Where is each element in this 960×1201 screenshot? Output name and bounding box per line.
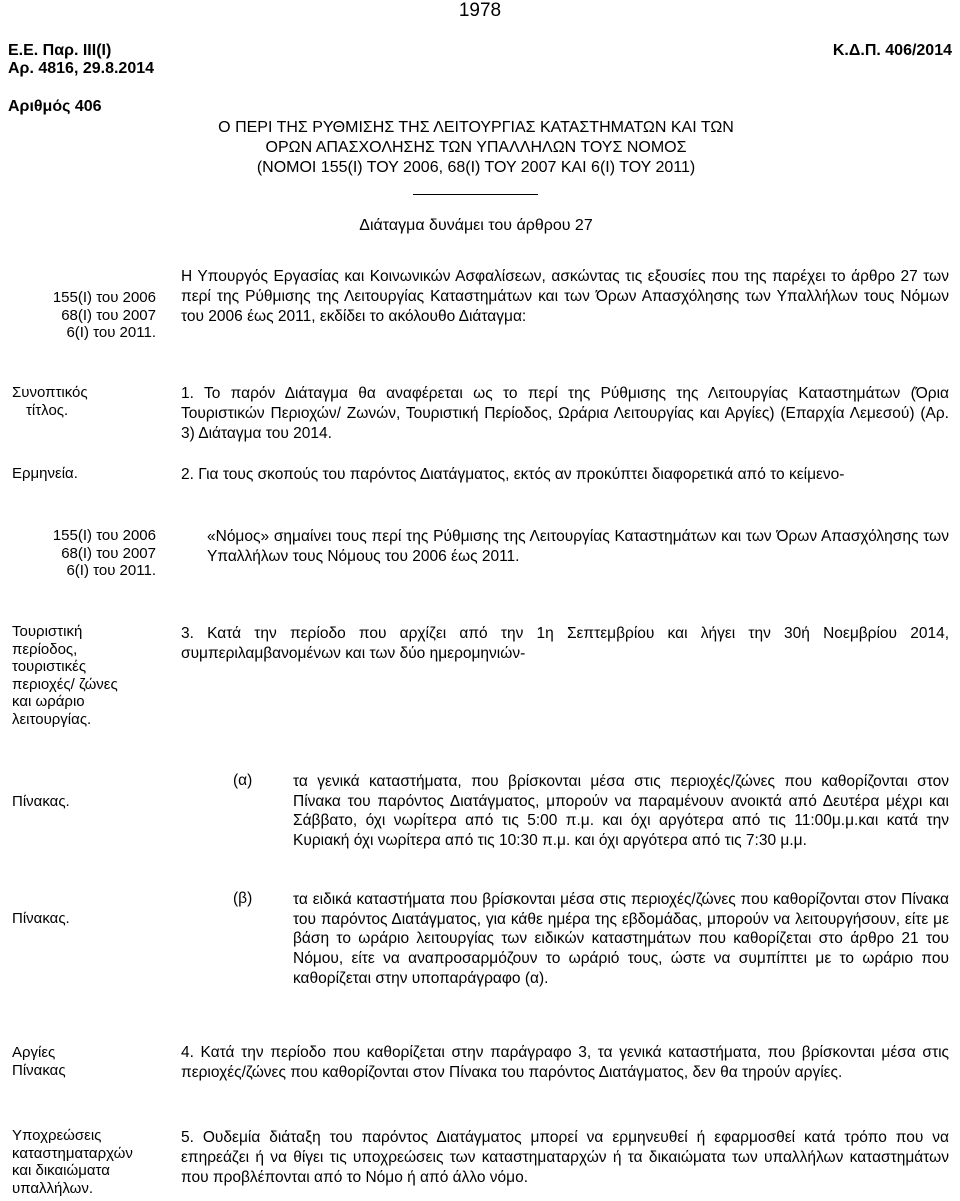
subparagraph-b-label: (β) xyxy=(233,890,253,907)
section-5-obligations: 5. Ουδεμία διάταξη του παρόντος Διατάγματος μπορεί να ερμηνευθεί ή εφαρμοσθεί κατά τρόπο που να επηρεάζει ή να θίγει τις υποχρεώσεις των καταστηματαρχών ή τα δικαιώματα των υπαλλήλων καταστημάτων που προβλέπονται από το Νόμο ή από άλλο νόμο. xyxy=(181,1129,949,1186)
subparagraph-b-text: τα ειδικά καταστήματα που βρίσκονται μέσα στις περιοχές/ζώνες που καθορίζονται στον Πίνακα του παρόντος Διατάγματος, για κάθε ημέρα της εβδομάδας, μπορούν να λειτουργήσουν, είτε με βάση το ωράριο λειτουργίας των ειδικών καταστημάτων που καθορίζεται στο άρθρο 21 του Νόμου, είτε να αναπροσαρμόζουν το ωράριό τους, ώστε να συμπίπτει με το ωράριο που καθορίζεται στην υποπαράγραφο (α). xyxy=(293,891,949,987)
law-title-line: (ΝΟΜΟΙ 155(Ι) ΤΟΥ 2006, 68(Ι) ΤΟΥ 2007 ΚΑΙ 6(Ι) ΤΟΥ 2011) xyxy=(256,159,696,176)
gazette-reference xyxy=(8,42,154,78)
margin-note-line: Αργίες xyxy=(12,1044,56,1061)
subparagraph-a-label: (α) xyxy=(233,772,253,789)
margin-holidays xyxy=(12,1044,66,1079)
margin-note-line: Τουριστική xyxy=(12,623,83,640)
margin-note-line: καταστηματαρχών xyxy=(12,1144,133,1162)
margin-laws-interpretation xyxy=(6,527,156,580)
law-title xyxy=(166,118,786,178)
law-title-line: ΟΡΩΝ ΑΠΑΣΧΟΛΗΣΗΣ ΤΩΝ ΥΠΑΛΛΗΛΩΝ ΤΟΥΣ ΝΟΜΟΣ xyxy=(265,139,687,156)
margin-law-ref: 6(Ι) του 2011. xyxy=(66,324,156,342)
margin-short-title xyxy=(12,384,162,419)
margin-note-line: περιοχές/ ζώνες xyxy=(12,675,118,693)
gazette-issue: Ε.Ε. Παρ. ΙΙΙ(Ι) xyxy=(8,42,112,59)
section-4-holidays: 4. Κατά την περίοδο που καθορίζεται στην παράγραφο 3, τα γενικά καταστήματα, που βρίσκονται μέσα στις περιοχές/ζώνες που καθορίζονται στον Πίνακα του παρόντος Διατάγματος, δεν θα τηρούν αργίες. xyxy=(181,1044,949,1081)
gazette-number-date: Αρ. 4816, 29.8.2014 xyxy=(8,60,155,77)
margin-note-line: λειτουργίας. xyxy=(12,710,92,728)
margin-note-line: τουριστικές xyxy=(12,658,87,676)
margin-note-line: και δικαιώματα xyxy=(12,1162,110,1180)
margin-note-line: και ωράριο xyxy=(12,693,85,711)
margin-law-ref: 68(Ι) του 2007 xyxy=(61,544,156,562)
law-definition: «Νόμος» σημαίνει τους περί της Ρύθμισης της Λειτουργίας Καταστημάτων και των Όρων Απασχόλησης των Υπαλλήλων τους Νόμους του 2006 έως 2011. xyxy=(207,528,949,565)
page-number: 1978 xyxy=(458,0,502,21)
regulation-reference: Κ.Δ.Π. 406/2014 xyxy=(832,42,952,59)
margin-note-line: τίτλος. xyxy=(26,401,69,419)
margin-note-line: Υποχρεώσεις xyxy=(12,1127,102,1144)
margin-law-ref: 155(Ι) του 2006 xyxy=(52,527,156,544)
preamble: Η Υπουργός Εργασίας και Κοινωνικών Ασφαλίσεων, ασκώντας τις εξουσίες που της παρέχει το άρθρο 27 των περί της Ρύθμισης της Λειτουργίας Καταστημάτων και των Όρων Απασχόλησης των Υπαλλήλων τους Νόμων του 2006 έως 2011, εκδίδει το ακόλουθο Διάταγμα: xyxy=(181,268,949,325)
margin-obligations xyxy=(12,1127,162,1197)
margin-note-line: Συνοπτικός xyxy=(12,384,88,401)
margin-table-ref-a: Πίνακας. xyxy=(12,793,70,810)
margin-laws-preamble xyxy=(6,289,156,342)
margin-tourist-period xyxy=(12,623,162,729)
margin-note-line: υπαλλήλων. xyxy=(12,1179,94,1197)
margin-law-ref: 6(Ι) του 2011. xyxy=(66,562,156,580)
margin-note-line: Πίνακας xyxy=(12,1061,66,1079)
margin-table-ref-b: Πίνακας. xyxy=(12,910,70,927)
margin-law-ref: 68(Ι) του 2007 xyxy=(61,306,156,324)
regulation-number: Αριθμός 406 xyxy=(8,98,102,115)
section-3-tourist-period: 3. Κατά την περίοδο που αρχίζει από την 1η Σεπτεμβρίου και λήγει την 30ή Νοεμβρίου 2014, συμπεριλαμβανομένων και των δύο ημερομηνιών- xyxy=(181,625,949,662)
section-2-interpretation: 2. Για τους σκοπούς του παρόντος Διατάγματος, εκτός αν προκύπτει διαφορετικά από το κείμενο- xyxy=(181,466,845,483)
margin-law-ref: 155(Ι) του 2006 xyxy=(52,289,156,306)
margin-note-line: περίοδος, xyxy=(12,640,78,658)
margin-interpretation: Ερμηνεία. xyxy=(12,465,78,482)
subparagraph-a-text: τα γενικά καταστήματα, που βρίσκονται μέσα στις περιοχές/ζώνες που καθορίζονται στον Πίνακα του παρόντος Διατάγματος, μπορούν να παραμένουν ανοικτά από Δευτέρα μέχρι και Σάββατο, όχι νωρίτερα από τις 5:00 π.μ. και όχι αργότερα από τις 11:00μ.μ.και κατά την Κυριακή όχι νωρίτερα από τις 10:30 π.μ. και όχι αργότερα από τις 7:30 μ.μ. xyxy=(293,773,949,850)
law-title-line: Ο ΠΕΡΙ ΤΗΣ ΡΥΘΜΙΣΗΣ ΤΗΣ ΛΕΙΤΟΥΡΓΙΑΣ ΚΑΤΑΣΤΗΜΑΤΩΝ ΚΑΙ ΤΩΝ xyxy=(218,119,734,136)
order-subtitle: Διάταγμα δυνάμει του άρθρου 27 xyxy=(359,217,593,234)
section-1-short-title: 1. Το παρόν Διάταγμα θα αναφέρεται ως το περί της Ρύθμισης της Λειτουργίας Καταστημάτων (Όρια Τουριστικών Περιοχών/ Ζωνών, Τουριστική Περίοδος, Ωράρια Λειτουργίας και Αργίες) (Επαρχία Λεμεσού) (Αρ. 3) Διάταγμα του 2014. xyxy=(181,385,949,442)
title-divider xyxy=(413,194,538,195)
